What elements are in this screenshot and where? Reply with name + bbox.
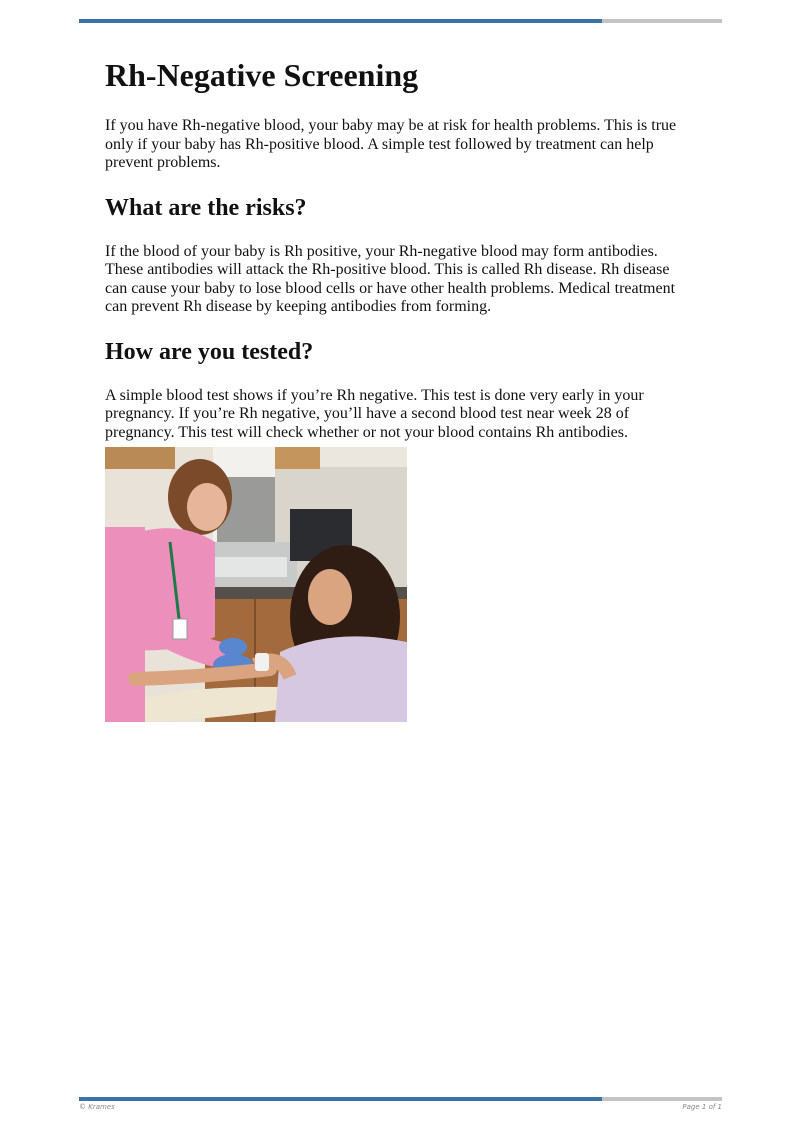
bottom-accent-bar-blue [79,1097,602,1101]
top-accent-bar-grey [602,19,722,23]
document-content [105,55,695,442]
bottom-accent-bar-grey [602,1097,722,1101]
intro-paragraph: If you have Rh-negative blood, your baby may be at risk for health problems. This is true only if your baby has Rh-positive blood. A simple test followed by treatment can help prevent problems. [105,117,677,171]
section-heading-risks: What are the risks? [105,194,307,221]
top-accent-bar-blue [79,19,602,23]
top-accent-bar [79,19,722,23]
section-heading-testing: How are you tested? [105,338,314,365]
bottom-accent-bar [79,1097,722,1101]
section-body-testing: A simple blood test shows if you’re Rh negative. This test is done very early in your pregnancy. If you’re Rh negative, you’ll have a second blood test near week 28 of pregnancy. This test will check whether or not your blood contains Rh antibodies. [105,386,644,441]
section-body-risks: If the blood of your baby is Rh positive, your Rh-negative blood may form antibodies. These antibodies will attack the Rh-positive blood. This is called Rh disease. Rh disease can cause your baby to lose blood cells or have other health problems. Medical treatment can prevent Rh disease by keeping antibodies from forming. [105,242,676,315]
page-title: Rh-Negative Screening [105,57,419,93]
blood-draw-photo [105,447,407,722]
footer-page-number: Page 1 of 1 [682,1103,722,1111]
footer-copyright: © Krames [79,1103,115,1111]
